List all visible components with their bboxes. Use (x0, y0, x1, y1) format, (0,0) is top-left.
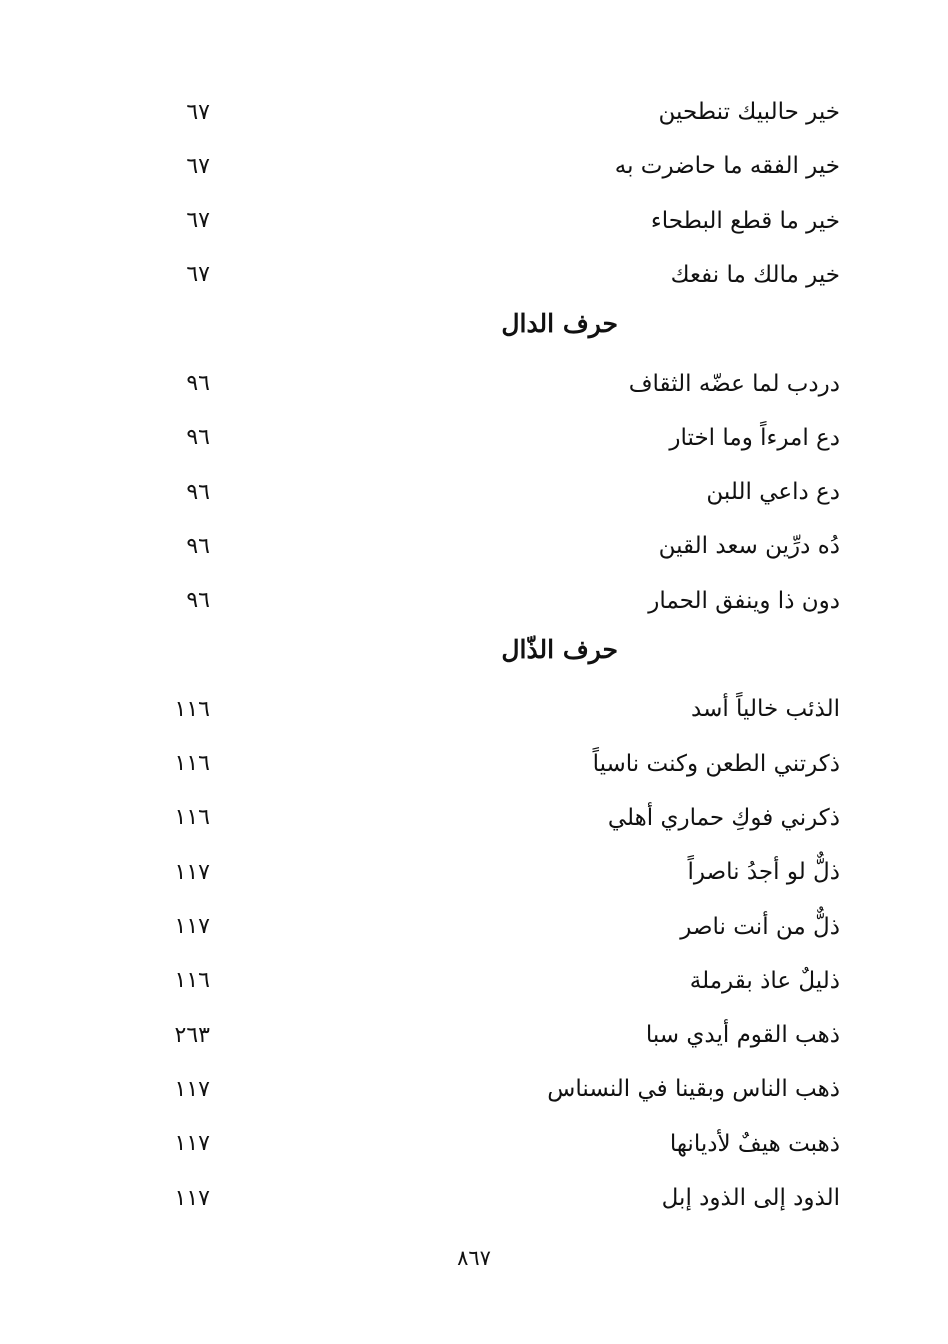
index-entry (150, 1069, 840, 1109)
index-entry (150, 744, 840, 784)
page-reference: ١١٧ (174, 914, 210, 939)
page-reference: ٩٦ (186, 371, 210, 396)
index-entry (150, 255, 840, 295)
page-reference: ١١٧ (174, 1185, 210, 1211)
index-entry (150, 364, 840, 404)
index-entry (150, 689, 840, 729)
index-entry (150, 1178, 840, 1218)
page-reference: ٩٦ (186, 588, 210, 614)
page-reference: ٢٦٣ (174, 1022, 210, 1048)
index-entry (150, 92, 840, 132)
page-reference: ٩٦ (186, 425, 210, 451)
proverb-text: ذهب الناس وبقينا في النسناس (547, 1076, 840, 1103)
proverb-text: ذكرني فوكِ حماري أهلي (607, 804, 840, 831)
proverb-text: ذلٌّ لو أجدُ ناصراً (687, 859, 840, 886)
proverb-text: ذهب القوم أيدي سبا (645, 1022, 840, 1049)
proverb-text: خير مالك ما نفعك (670, 261, 840, 288)
proverb-text: الذئب خالياً أسد (691, 696, 840, 723)
page-reference: ٦٧ (186, 208, 210, 234)
page-reference: ١١٦ (174, 696, 210, 722)
index-entry (150, 961, 840, 1001)
page-reference: ٩٦ (186, 533, 210, 559)
index-entry (150, 146, 840, 186)
page-number: ٨٦٧ (457, 1246, 491, 1270)
page-reference: ٦٧ (186, 99, 210, 125)
section-heading: حرف الدال (501, 309, 618, 339)
index-entry (150, 852, 840, 892)
page-reference: ١١٧ (174, 859, 210, 885)
proverb-text: دردب لما عضّه الثقاف (628, 370, 840, 397)
proverb-text: ذهبت هيفٌ لأديانها (669, 1130, 840, 1157)
page-reference: ١١٦ (174, 751, 210, 777)
proverb-text: ذليلٌ عاذ بقرملة (689, 967, 840, 994)
index-entry (150, 1015, 840, 1055)
proverb-text: خير ما قطع البطحاء (650, 207, 840, 234)
index-entry (150, 526, 840, 566)
page-reference: ٦٧ (186, 153, 210, 179)
index-entry (150, 1124, 840, 1164)
proverb-text: الذود إلى الذود إبل (661, 1185, 840, 1211)
page-reference: ١١٦ (174, 805, 210, 831)
proverb-text: دُه درِّين سعد القين (658, 533, 840, 560)
index-entry (150, 907, 840, 947)
proverb-text: دع داعي اللبن (706, 479, 840, 506)
proverb-text: ذلٌّ من أنت ناصر (680, 913, 840, 940)
page-reference: ١١٧ (174, 1131, 210, 1157)
page-reference: ١١٧ (174, 1076, 210, 1102)
page-reference: ١١٦ (174, 968, 210, 994)
index-entry (150, 201, 840, 241)
proverb-text: خير الفقه ما حاضرت به (614, 153, 840, 180)
index-entry (150, 581, 840, 621)
proverb-text: خير حالبيك تنطحين (658, 99, 840, 125)
index-entry (150, 472, 840, 512)
index-entry (150, 798, 840, 838)
page-reference: ٩٦ (186, 479, 210, 505)
index-entry (150, 418, 840, 458)
section-heading: حرف الذّال (501, 635, 618, 664)
proverb-text: دع امرءاً وما اختار (669, 424, 840, 451)
proverb-text: دون ذا وينفق الحمار (648, 587, 840, 614)
proverb-text: ذكرتني الطعن وكنت ناسياً (592, 750, 840, 777)
page-reference: ٦٧ (186, 262, 210, 288)
